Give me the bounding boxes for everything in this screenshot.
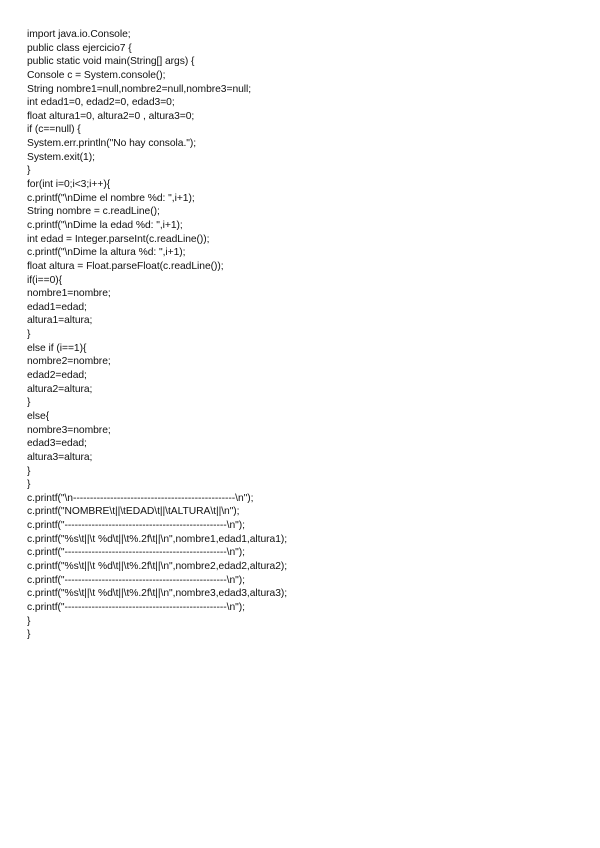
code-line: else{ bbox=[27, 410, 50, 422]
code-line: c.printf("------------------------------------------------\n"); bbox=[27, 574, 245, 586]
code-line: System.err.println("No hay consola."); bbox=[27, 138, 197, 150]
code-line: altura1=altura; bbox=[27, 315, 93, 327]
code-line: nombre1=nombre; bbox=[27, 288, 111, 300]
code-line: c.printf("------------------------------------------------\n"); bbox=[27, 520, 245, 532]
code-line: c.printf("\nDime el nombre %d: ",i+1); bbox=[27, 192, 195, 204]
code-line: } bbox=[27, 165, 31, 177]
code-line: String nombre = c.readLine(); bbox=[27, 206, 160, 218]
code-listing bbox=[27, 28, 587, 642]
code-line: c.printf("\n------------------------------------------------\n"); bbox=[27, 492, 254, 504]
code-line: System.exit(1); bbox=[27, 151, 95, 163]
code-line: import java.io.Console; bbox=[27, 29, 131, 40]
code-line: } bbox=[27, 465, 31, 477]
code-line: c.printf("------------------------------------------------\n"); bbox=[27, 601, 245, 613]
code-line: if (c==null) { bbox=[27, 124, 81, 136]
code-line: } bbox=[27, 479, 31, 491]
code-line: if(i==0){ bbox=[27, 274, 63, 286]
code-line: c.printf("%s\t||\t %d\t||\t%.2f\t||\n",nombre2,edad2,altura2); bbox=[27, 560, 288, 572]
code-line: float altura1=0, altura2=0 , altura3=0; bbox=[27, 110, 195, 122]
code-line: c.printf("\nDime la edad %d: ",i+1); bbox=[27, 219, 183, 231]
code-line: } bbox=[27, 629, 31, 641]
code-line: int edad1=0, edad2=0, edad3=0; bbox=[27, 97, 175, 109]
code-line: edad2=edad; bbox=[27, 370, 87, 382]
code-line: nombre3=nombre; bbox=[27, 424, 111, 436]
code-line: c.printf("NOMBRE\t||\tEDAD\t||\tALTURA\t||\n"); bbox=[27, 506, 240, 518]
code-line: c.printf("------------------------------------------------\n"); bbox=[27, 547, 245, 559]
code-line: nombre2=nombre; bbox=[27, 356, 111, 368]
code-line: c.printf("%s\t||\t %d\t||\t%.2f\t||\n",nombre3,edad3,altura3); bbox=[27, 588, 288, 600]
code-line: altura2=altura; bbox=[27, 383, 93, 395]
code-line: float altura = Float.parseFloat(c.readLine()); bbox=[27, 260, 224, 272]
code-line: for(int i=0;i<3;i++){ bbox=[27, 179, 111, 191]
code-line: Console c = System.console(); bbox=[27, 69, 166, 81]
code-line: } bbox=[27, 397, 31, 409]
code-line: public static void main(String[] args) { bbox=[27, 56, 195, 68]
code-line: } bbox=[27, 329, 31, 341]
code-line: altura3=altura; bbox=[27, 451, 93, 463]
code-line: edad3=edad; bbox=[27, 438, 87, 450]
code-line: c.printf("\nDime la altura %d: ",i+1); bbox=[27, 247, 186, 259]
code-line: c.printf("%s\t||\t %d\t||\t%.2f\t||\n",nombre1,edad1,altura1); bbox=[27, 533, 288, 545]
code-line: public class ejercicio7 { bbox=[27, 42, 132, 54]
code-line: else if (i==1){ bbox=[27, 342, 87, 354]
code-line: int edad = Integer.parseInt(c.readLine()); bbox=[27, 233, 210, 245]
code-line: String nombre1=null,nombre2=null,nombre3=null; bbox=[27, 83, 252, 95]
code-line: edad1=edad; bbox=[27, 301, 87, 313]
code-line: } bbox=[27, 615, 31, 627]
